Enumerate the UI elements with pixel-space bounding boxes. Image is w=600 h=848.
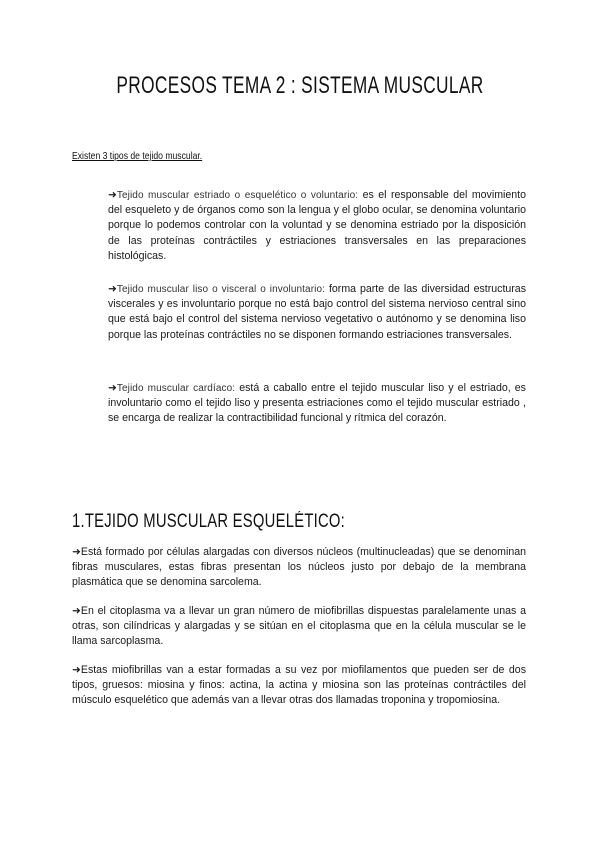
paragraph-2: ➜En el citoplasma va a llevar un gran número de miofibrillas dispuestas paralelamente unas a otras, son cilíndricas y alargadas y se sitúan en el citoplasma que en la célula muscular se le llama sarcoplasma.	[72, 605, 526, 648]
tissue-type-lead: Tejido muscular estriado o esquelético o voluntario:	[116, 190, 359, 201]
arrow-icon: ➜	[108, 189, 117, 201]
tissue-type-text: es el responsable del movimiento del esqueleto y de órganos como son la lengua y el globo ocular, se denomina voluntario porque lo podemos controlar con la voluntad y se denomina estriado por la disposición de las proteínas contráctiles y estriaciones transversales en las preparaciones histológicas.	[108, 189, 526, 262]
tissue-type-cardiac	[108, 381, 526, 427]
paragraph-3: ➜Estas miofibrillas van a estar formadas a su vez por miofilamentos que pueden ser de dos tipos, gruesos: miosina y finos: actina, la actina y miosina son las proteínas contráctiles del músculo esquelético que además van a llevar otras dos llamadas troponina y tropomiosina.	[72, 664, 526, 707]
tissue-type-lead: Tejido muscular liso o visceral o involuntario:	[116, 284, 325, 295]
arrow-icon: ➜	[108, 382, 117, 394]
intro-subtitle: Existen 3 tipos de tejido muscular.	[72, 150, 203, 162]
paragraph-1: ➜Está formado por células alargadas con diversos núcleos (multinucleadas) que se denominan fibras musculares, estas fibras presentan los núcleos justo por debajo de la membrana plasmática que se denomina sarcolema.	[72, 546, 526, 589]
section-heading: 1.TEJIDO MUSCULAR ESQUELÉTICO:	[72, 511, 346, 532]
tissue-type-text: forma parte de las diversidad estructuras viscerales y es involuntario porque no está bajo control del sistema nervioso central sino que está bajo el control del sistema nervioso vegetativo o autónomo y se denomina liso porque las proteínas contráctiles no se disponen formando estriaciones transversales.	[108, 283, 526, 341]
arrow-icon: ➜	[108, 283, 117, 295]
tissue-type-striated	[108, 188, 526, 264]
tissue-type-lead: Tejido muscular cardíaco:	[116, 383, 236, 394]
tissue-type-smooth	[108, 282, 526, 343]
page-title: PROCESOS TEMA 2 : SISTEMA MUSCULAR	[116, 72, 484, 99]
tissue-type-text: está a caballo entre el tejido muscular liso y el estriado, es involuntario como el tejido liso y presenta estriaciones como el tejido muscular estriado , se encarga de realizar la contractibilidad funcional y rítmica del corazón.	[108, 382, 526, 425]
